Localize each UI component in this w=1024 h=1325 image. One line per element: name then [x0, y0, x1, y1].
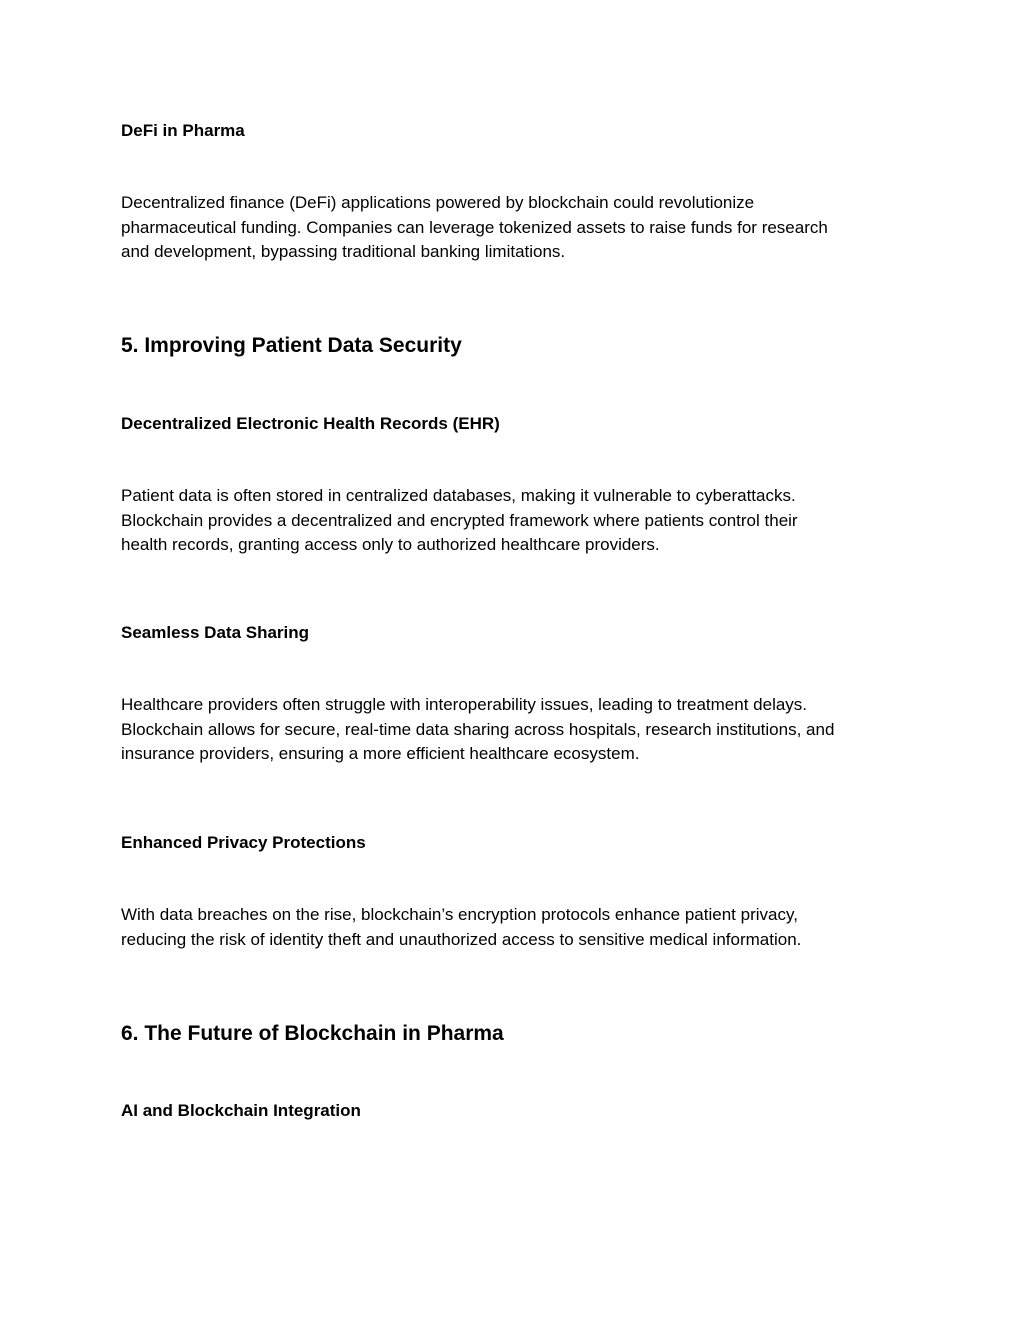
paragraph-line: insurance providers, ensuring a more efficient healthcare ecosystem.	[121, 744, 640, 763]
defi-heading: DeFi in Pharma	[121, 121, 245, 140]
paragraph-line: pharmaceutical funding. Companies can leverage tokenized assets to raise funds for research	[121, 217, 828, 237]
privacy-heading: Enhanced Privacy Protections	[121, 833, 366, 852]
data-sharing-heading: Seamless Data Sharing	[121, 623, 310, 642]
paragraph-line: health records, granting access only to authorized healthcare providers.	[121, 535, 660, 554]
paragraph-line: Decentralized finance (DeFi) applications powered by blockchain could revolutionize	[121, 193, 755, 212]
defi-paragraph	[121, 191, 911, 265]
paragraph-line: and development, bypassing traditional banking limitations.	[121, 242, 566, 261]
paragraph-line: Blockchain allows for secure, real-time data sharing across hospitals, research institutions, and	[121, 719, 835, 739]
future-section-heading: 6. The Future of Blockchain in Pharma	[121, 1022, 504, 1045]
data-sharing-paragraph	[121, 693, 911, 767]
paragraph-line: Patient data is often stored in centralized databases, making it vulnerable to cyberattacks.	[121, 486, 796, 505]
ehr-heading: Decentralized Electronic Health Records (EHR)	[121, 414, 500, 433]
security-section-heading: 5. Improving Patient Data Security	[121, 334, 462, 357]
paragraph-line: Blockchain provides a decentralized and encrypted framework where patients control their	[121, 510, 798, 530]
ehr-paragraph	[121, 484, 911, 558]
ai-integration-heading: AI and Blockchain Integration	[121, 1101, 361, 1120]
paragraph-line: Healthcare providers often struggle with interoperability issues, leading to treatment delays.	[121, 695, 808, 714]
paragraph-line: With data breaches on the rise, blockchain’s encryption protocols enhance patient privacy,	[121, 905, 798, 924]
privacy-paragraph	[121, 903, 911, 952]
paragraph-line: reducing the risk of identity theft and unauthorized access to sensitive medical information.	[121, 929, 802, 949]
